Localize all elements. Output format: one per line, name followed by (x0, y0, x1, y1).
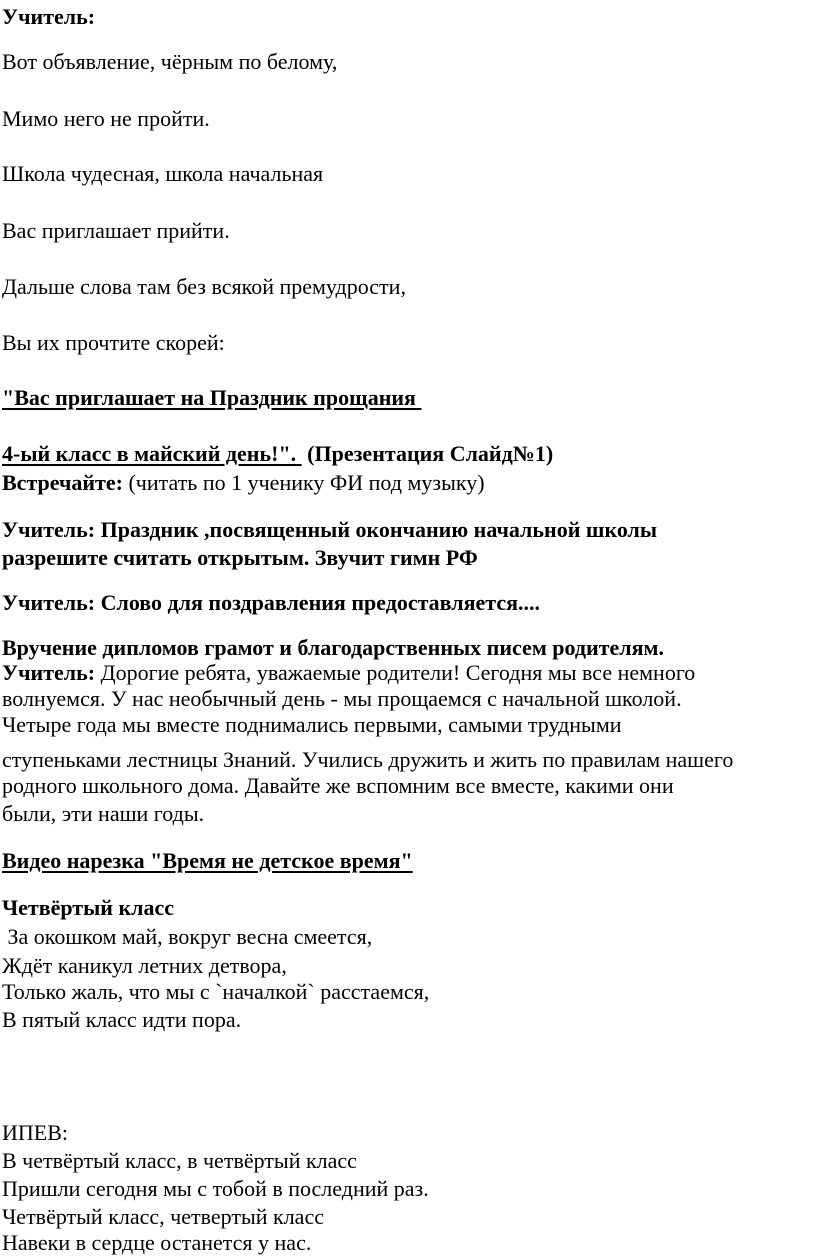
song-line: Пришли сегодня мы с тобой в последний раз. (2, 1176, 429, 1201)
speech-line: Четыре года мы вместе поднимались первыми, самыми трудными (2, 712, 622, 737)
speech-line: ступеньками лестницы Знаний. Учились дружить и жить по правилам нашего (2, 747, 734, 772)
poem-line: Вы их прочтите скорей: (2, 330, 225, 355)
speech-line: были, эти наши годы. (2, 801, 205, 826)
song-line: В четвёртый класс, в четвёртый класс (2, 1148, 357, 1173)
invitation-line-2 (2, 441, 553, 467)
slide-note: (Презентация Слайд№1) (301, 441, 554, 466)
song-line: Навеки в сердце останется у нас. (2, 1230, 312, 1255)
speech-text: Дорогие ребята, уважаемые родители! Сегодня мы все немного (95, 660, 696, 685)
greet-line (2, 470, 485, 496)
invitation-text: 4-ый класс в майский день!". (2, 441, 302, 466)
greet-text: (читать по 1 ученику ФИ под музыку) (122, 470, 485, 495)
poem-line: В пятый класс идти пора. (2, 1007, 242, 1032)
poem-line: Дальше слова там без всякой премудрости, (2, 274, 406, 299)
poem-line: Ждёт каникул летних детвора, (2, 953, 287, 978)
poem-line: За окошком май, вокруг весна смеется, (2, 924, 373, 949)
opening-line: Учитель: Праздник ,посвященный окончанию начальной школы (2, 517, 658, 542)
song-label: ИПЕВ: (2, 1120, 68, 1145)
speech-line: родного школьного дома. Давайте же вспомним все вместе, какими они (2, 773, 674, 798)
video-line: Видео нарезка "Время не детское время" (2, 848, 413, 873)
speech-line: волнуемся. У нас необычный день - мы прощаемся с начальной школой. (2, 686, 682, 711)
speech-line (2, 660, 695, 686)
song-line: Четвёртый класс, четвертый класс (2, 1204, 324, 1229)
awards-line: Вручение дипломов грамот и благодарственных писем родителям. (2, 635, 665, 660)
poem-line: Вас приглашает прийти. (2, 218, 230, 243)
speech-label: Учитель: (2, 660, 96, 685)
invitation-line: "Вас приглашает на Праздник прощания (2, 385, 422, 410)
poem-line: Только жаль, что мы с `началкой` расстаемся, (2, 979, 430, 1004)
fourth-grade-title: Четвёртый класс (2, 895, 175, 920)
congrats-line: Учитель: Слово для поздравления предоставляется.... (2, 590, 541, 615)
opening-line: разрешите считать открытым. Звучит гимн РФ (2, 545, 478, 570)
poem-line: Мимо него не пройти. (2, 106, 210, 131)
teacher-label: Учитель: (2, 4, 96, 29)
poem-line: Вот объявление, чёрным по белому, (2, 49, 338, 74)
greet-label: Встречайте: (2, 470, 123, 495)
poem-line: Школа чудесная, школа начальная (2, 161, 324, 186)
